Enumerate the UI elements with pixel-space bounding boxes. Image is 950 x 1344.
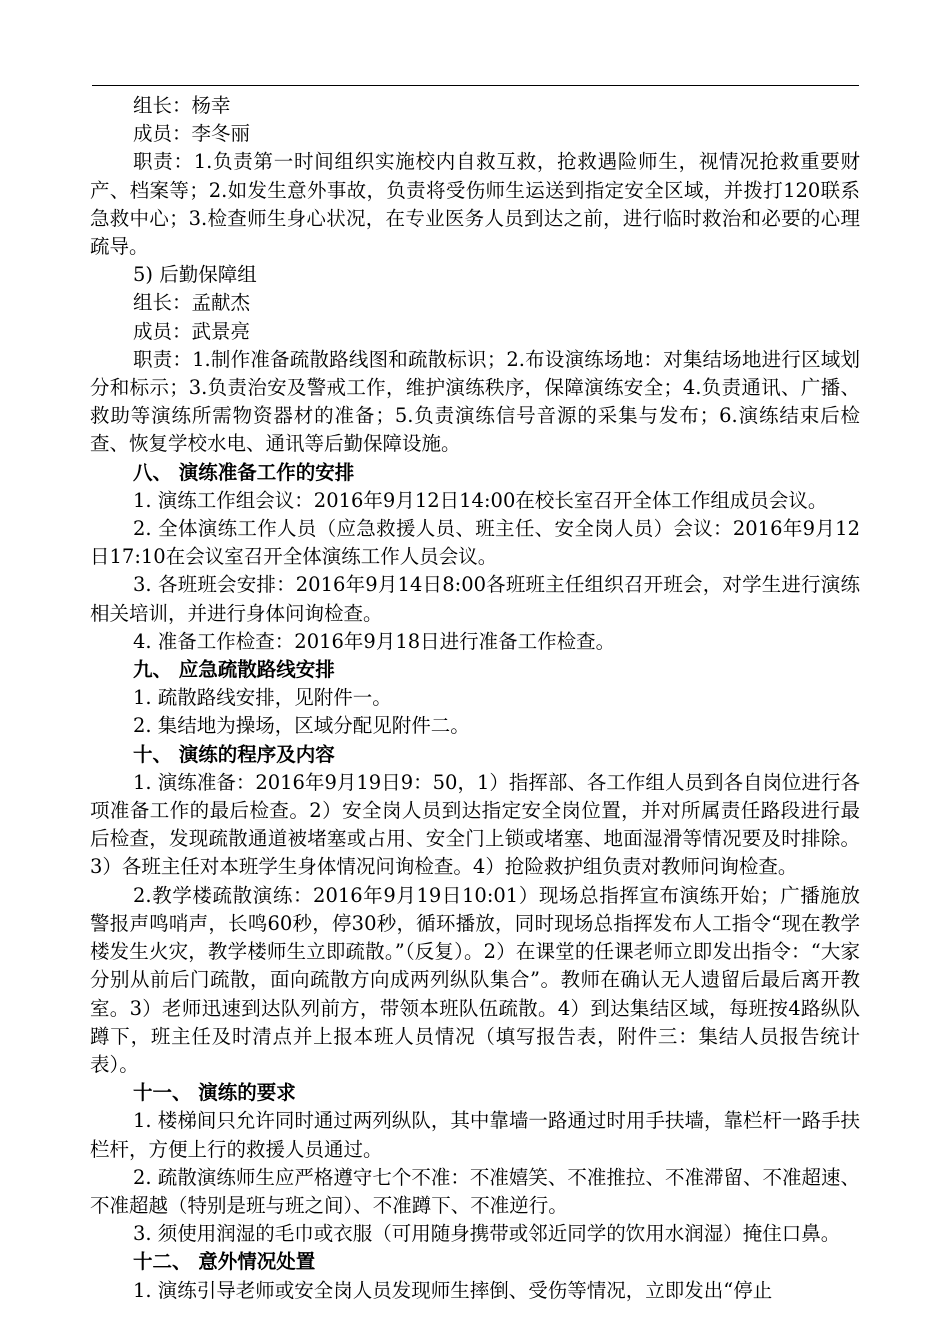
paragraph-members-logistics: 成员：武景亮	[133, 319, 251, 343]
paragraph-leader-logistics: 组长：孟献杰	[133, 291, 251, 315]
paragraph-prep-2: 2. 全体演练工作人员（应急救援人员、班主任、安全岗人员）会议：2016年9月12日17:10在会议室召开全体演练工作人员会议。	[90, 517, 860, 569]
paragraph-members-rescue: 成员：李冬丽	[133, 122, 251, 146]
paragraph-procedure-2: 2.教学楼疏散演练：2016年9月19日10:01）现场总指挥宣布演练开始；广播施放警报声鸣哨声，长鸣60秒，停30秒，循环播放，同时现场总指挥发布人工指令“现在教学楼发生火灾，教学楼师生立即疏散。”（反复）。2）在课堂的任课老师立即发出指令：“大家分别从前后门疏散，面向疏散方向成两列纵队集合”。教师在确认无人遗留后最后离开教室。3）老师迅速到达队列前方，带领本班队伍疏散。4）到达集结区域，每班按4路纵队蹲下，班主任及时清点并上报本班人员情况（填写报告表，附件三：集结人员报告统计表）。	[90, 883, 860, 1076]
section-heading-9: 九、 应急疏散路线安排	[133, 658, 335, 682]
paragraph-prep-4: 4. 准备工作检查：2016年9月18日进行准备工作检查。	[133, 629, 616, 653]
paragraph-requirement-2: 2. 疏散演练师生应严格遵守七个不准：不准嬉笑、不准推拉、不准滞留、不准超速、不准超越（特别是班与班之间）、不准蹲下、不准逆行。	[90, 1165, 860, 1217]
paragraph-requirement-1: 1. 楼梯间只允许同时通过两列纵队，其中靠墙一路通过时用手扶墙，靠栏杆一路手扶栏杆，方便上行的救援人员通过。	[90, 1109, 860, 1161]
document-body	[90, 92, 860, 1305]
section-heading-12: 十二、 意外情况处置	[133, 1250, 316, 1274]
paragraph-requirement-3: 3. 须使用润湿的毛巾或衣服（可用随身携带或邻近同学的饮用水润湿）掩住口鼻。	[133, 1222, 841, 1246]
section-heading-11: 十一、 演练的要求	[133, 1081, 296, 1105]
paragraph-procedure-1: 1. 演练准备：2016年9月19日9：50，1）指挥部、各工作组人员到各自岗位进行各项准备工作的最后检查。2）安全岗人员到达指定安全岗位置，并对所属责任路段进行最后检查，发现疏散通道被堵塞或占用、安全门上锁或堵塞、地面湿滑等情况要及时排除。3）各班主任对本班学生身体情况问询检查。4）抢险救护组负责对教师问询检查。	[90, 770, 860, 879]
paragraph-duties-logistics: 职责：1.制作准备疏散路线图和疏散标识；2.布设演练场地：对集结场地进行区域划分和标示；3.负责治安及警戒工作，维护演练秩序，保障演练安全；4.负责通讯、广播、救助等演练所需物资器材的准备；5.负责演练信号音源的采集与发布；6.演练结束后检查、恢复学校水电、通讯等后勤保障设施。	[90, 347, 860, 456]
section-heading-8: 八、 演练准备工作的安排	[133, 460, 355, 484]
section-heading-10: 十、 演练的程序及内容	[133, 742, 335, 766]
paragraph-prep-3: 3. 各班班会安排：2016年9月14日8:00各班班主任组织召开班会，对学生进行演练相关培训，并进行身体问询检查。	[90, 573, 860, 625]
paragraph-logistics-group: 5) 后勤保障组	[133, 263, 257, 287]
paragraph-route-2: 2. 集结地为操场，区域分配见附件二。	[133, 714, 470, 738]
paragraph-prep-1: 1. 演练工作组会议：2016年9月12日14:00在校长室召开全体工作组成员会议。	[133, 488, 828, 512]
paragraph-leader-rescue: 组长：杨幸	[133, 94, 231, 117]
header-rule	[92, 85, 859, 86]
paragraph-incident-1: 1. 演练引导老师或安全岗人员发现师生摔倒、受伤等情况，立即发出“停止	[133, 1278, 773, 1302]
paragraph-duties-rescue: 职责：1.负责第一时间组织实施校内自救互救，抢救遇险师生，视情况抢救重要财产、档案等；2.如发生意外事故，负责将受伤师生运送到指定安全区域，并拨打120联系急救中心；3.检查师生身心状况，在专业医务人员到达之前，进行临时救治和必要的心理疏导。	[90, 150, 860, 259]
paragraph-route-1: 1. 疏散路线安排，见附件一。	[133, 686, 392, 710]
